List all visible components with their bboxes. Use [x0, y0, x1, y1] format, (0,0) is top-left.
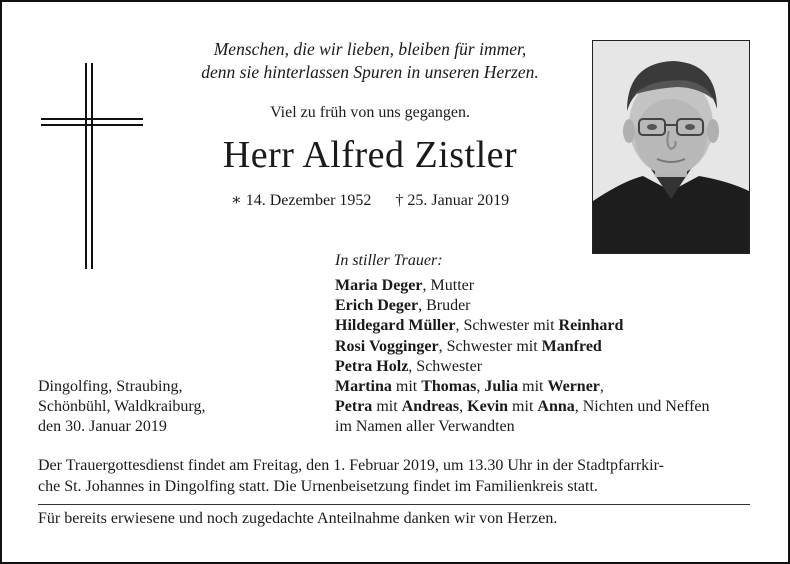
thanks-note: Für bereits erwiesene und noch zugedachte Anteilnahme danken wir von Herzen. — [38, 510, 558, 527]
divider — [38, 504, 750, 505]
birth-date: ∗ 14. Dezember 1952 — [230, 192, 372, 209]
portrait-photo — [592, 40, 750, 254]
death-date: † 25. Januar 2019 — [395, 192, 510, 209]
mourning-heading: In stiller Trauer: — [335, 252, 443, 269]
list-item: im Namen aller Verwandten — [335, 418, 515, 436]
quote-line-1: Menschen, die wir lieben, bleiben für immer, — [213, 39, 527, 59]
life-dates — [150, 190, 590, 210]
list-item: Petra Holz, Schwester — [335, 357, 483, 375]
quote-line-2: denn sie hinterlassen Spuren in unseren Herzen. — [201, 62, 539, 82]
list-item: Maria Deger, Mutter — [335, 277, 475, 294]
service-notice: Der Trauergottesdienst findet am Freitag, den 1. Februar 2019, um 13.30 Uhr in der Stadtpfarrkir- che St. Johannes in Dingolfing statt. Die Urnenbeisetzung findet im Familienkreis statt. — [38, 457, 664, 495]
place-and-date: Dingolfing, Straubing, Schönbühl, Waldkraiburg, den 30. Januar 2019 — [38, 378, 206, 436]
list-item: Petra mit Andreas, Kevin mit Anna, Nichten und Neffen — [335, 398, 710, 416]
memorial-quote — [150, 38, 590, 84]
subtitle: Viel zu früh von uns gegangen. — [270, 104, 470, 121]
list-item: Hildegard Müller, Schwester mit Reinhard — [335, 317, 624, 335]
deceased-name: Herr Alfred Zistler — [222, 134, 518, 176]
list-item: Martina mit Thomas, Julia mit Werner, — [335, 378, 604, 396]
mourners-list — [335, 276, 710, 438]
list-item: Erich Deger, Bruder — [335, 297, 471, 315]
list-item: Rosi Vogginger, Schwester mit Manfred — [335, 337, 602, 355]
